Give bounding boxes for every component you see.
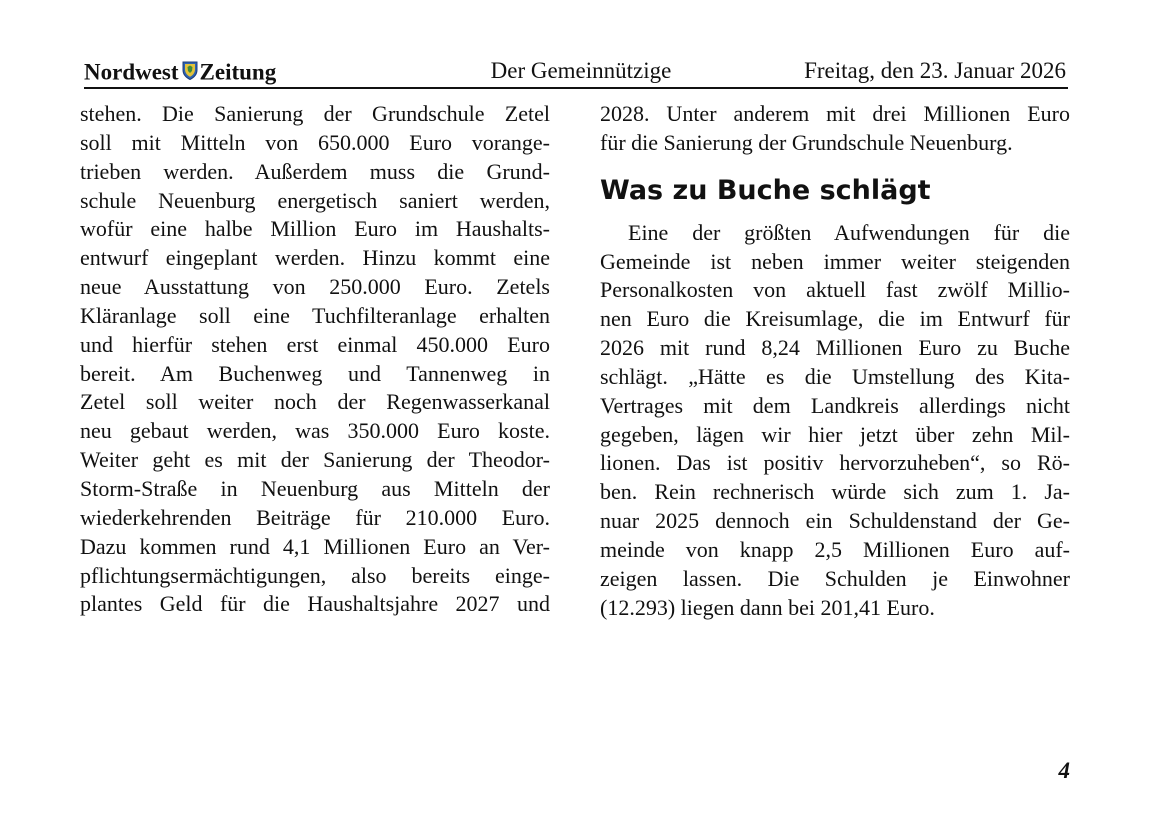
text-line: schlägt. „Hätte es die Umstellung des Kita- [600, 363, 1070, 389]
text-line: entwurf eingeplant werden. Hinzu kommt eine [80, 245, 550, 271]
text-line: Personalkosten von aktuell fast zwölf Millio- [600, 277, 1070, 303]
text-line: Weiter geht es mit der Sanierung der Theodor- [80, 447, 550, 473]
text-line: soll mit Mitteln von 650.000 Euro vorange- [80, 129, 550, 155]
brand-name-part2: Zeitung [199, 59, 277, 85]
coat-of-arms-icon [182, 61, 198, 80]
text-line: trieben werden. Außerdem muss die Grund- [80, 158, 550, 184]
text-line: Zetel soll weiter noch der Regenwasserkanal [80, 389, 550, 415]
text-line: nuar 2025 dennoch ein Schuldenstand der Ge- [600, 508, 1070, 534]
newspaper-brand [84, 58, 276, 86]
text-line: Dazu kommen rund 4,1 Millionen Euro an Ver- [80, 533, 550, 559]
text-line: Storm-Straße in Neuenburg aus Mitteln der [80, 475, 550, 501]
brand-name-part1: Nordwest [84, 59, 179, 85]
text-line: Eine der größten Aufwendungen für die [628, 219, 1070, 245]
text-line: zeigen lassen. Die Schulden je Einwohner [600, 565, 1070, 591]
publication-title: Der Gemeinnützige [490, 58, 672, 83]
text-line: schule Neuenburg energetisch saniert werden, [80, 187, 550, 213]
text-line: meinde von knapp 2,5 Millionen Euro auf- [600, 536, 1070, 562]
text-line: neu gebaut werden, was 350.000 Euro koste. [80, 418, 550, 444]
text-line: Kläranlage soll eine Tuchfilteranlage erhalten [80, 302, 550, 328]
text-line: ben. Rein rechnerisch würde sich zum 1. Ja- [600, 479, 1070, 505]
text-line: (12.293) liegen dann bei 201,41 Euro. [600, 594, 935, 620]
text-line: neue Ausstattung von 250.000 Euro. Zetels [80, 274, 550, 300]
text-line: 2026 mit rund 8,24 Millionen Euro zu Buche [600, 335, 1070, 361]
right-column [600, 100, 1070, 623]
page-number: 4 [1058, 758, 1070, 783]
text-line: pflichtungsermächtigungen, also bereits einge- [80, 562, 550, 588]
text-line: gegeben, lägen wir hier jetzt über zehn Mil- [600, 421, 1070, 447]
text-line: plantes Geld für die Haushaltsjahre 2027 und [80, 591, 550, 617]
text-line: Vertrages mit dem Landkreis allerdings nicht [600, 392, 1070, 418]
text-line: bereit. Am Buchenweg und Tannenweg in [80, 360, 550, 386]
text-line: für die Sanierung der Grundschule Neuenburg. [600, 129, 1013, 155]
page-header [84, 57, 1068, 89]
section-heading: Was zu Buche schlägt [600, 174, 931, 206]
issue-date: Freitag, den 23. Januar 2026 [804, 58, 1066, 83]
left-column [80, 100, 550, 619]
text-line: wofür eine halbe Million Euro im Haushalts- [80, 216, 550, 242]
text-line: und hierfür stehen erst einmal 450.000 Euro [80, 331, 550, 357]
text-line: stehen. Die Sanierung der Grundschule Zetel [80, 101, 550, 126]
text-line: nen Euro die Kreisumlage, die im Entwurf für [600, 306, 1070, 332]
text-line: lionen. Das ist positiv hervorzuheben“, so Rö- [600, 450, 1070, 476]
text-line: wiederkehrenden Beiträge für 210.000 Euro. [80, 504, 550, 530]
text-line: Gemeinde ist neben immer weiter steigenden [600, 248, 1070, 274]
text-line: 2028. Unter anderem mit drei Millionen Euro [600, 101, 1070, 126]
